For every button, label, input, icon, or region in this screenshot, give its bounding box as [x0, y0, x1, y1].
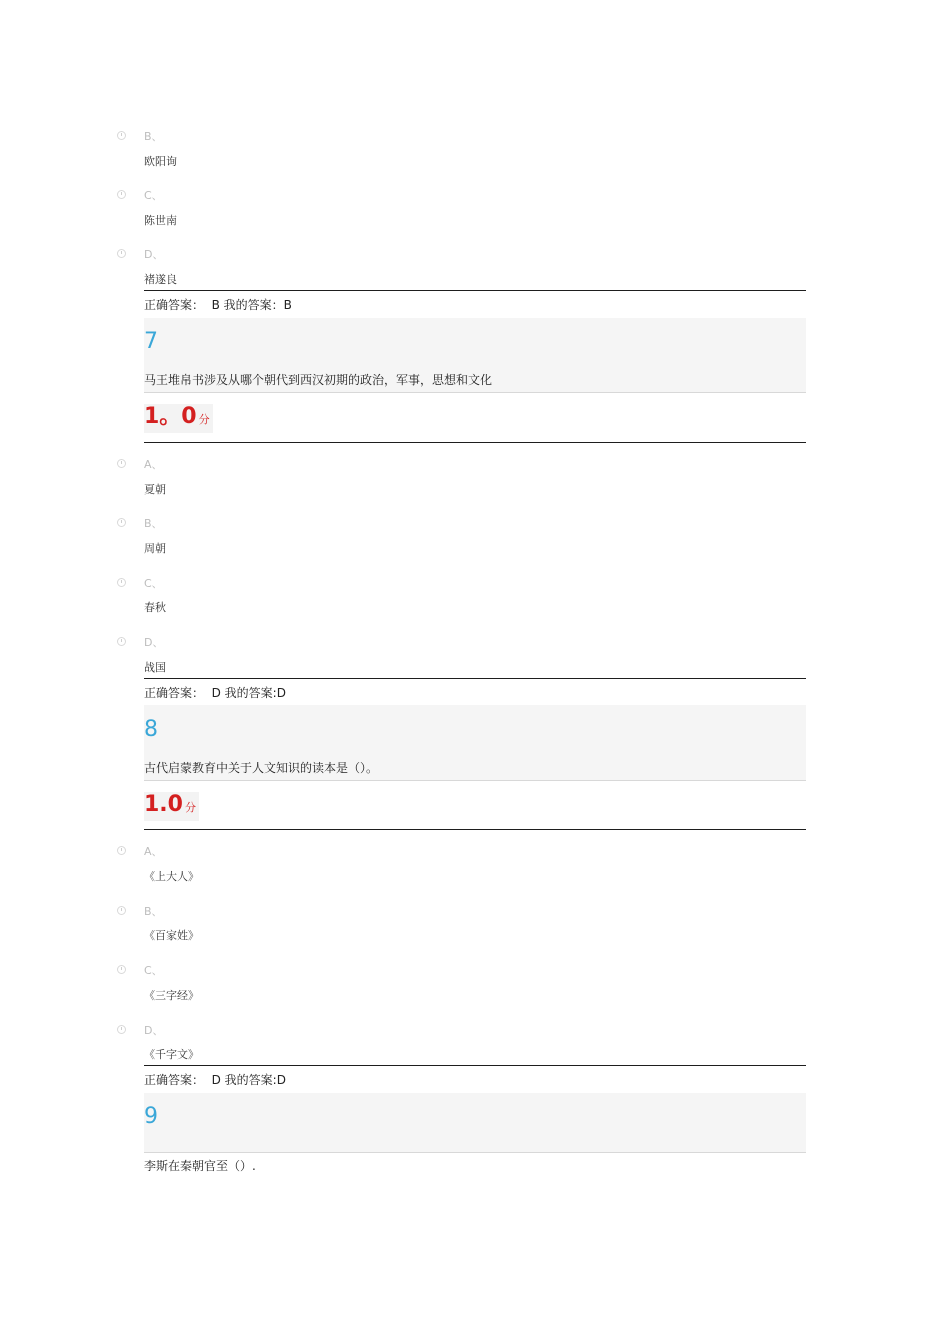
- score-unit: 分: [184, 801, 196, 814]
- divider: [144, 829, 806, 830]
- divider: [144, 392, 806, 393]
- option-a-radio[interactable]: [117, 846, 126, 855]
- option-letter: D、: [144, 1024, 164, 1037]
- divider: [144, 1065, 806, 1066]
- option-text: 《上大人》: [144, 870, 199, 883]
- option-letter: C、: [144, 189, 163, 202]
- score-value: 1.0: [144, 792, 183, 817]
- option-b-radio[interactable]: [117, 906, 126, 915]
- option-c-radio[interactable]: [117, 578, 126, 587]
- option-letter: D、: [144, 636, 164, 649]
- score-unit: 分: [198, 413, 210, 426]
- option-text: 褚遂良: [144, 273, 177, 286]
- option-b-radio[interactable]: [117, 131, 126, 140]
- answer-line: 正确答案： D 我的答案:D: [144, 1073, 286, 1087]
- option-letter: D、: [144, 248, 164, 261]
- option-text: 《千字文》: [144, 1048, 199, 1061]
- question-text: 马王堆帛书涉及从哪个朝代到西汉初期的政治，军事，思想和文化: [144, 373, 493, 387]
- option-letter: B、: [144, 905, 163, 918]
- option-text: 夏朝: [144, 483, 166, 496]
- question-header-9: [144, 1093, 806, 1152]
- divider: [144, 780, 806, 781]
- option-letter: A、: [144, 458, 163, 471]
- question-number: 7: [144, 329, 158, 354]
- divider: [144, 678, 806, 679]
- question-number: 8: [144, 717, 158, 742]
- answer-line: 正确答案： B 我的答案：B: [144, 298, 292, 312]
- divider: [144, 1152, 806, 1153]
- option-text: 欧阳询: [144, 155, 177, 168]
- question-text: 李斯在秦朝官至（）.: [144, 1159, 256, 1173]
- option-letter: B、: [144, 517, 163, 530]
- option-d-radio[interactable]: [117, 637, 126, 646]
- option-d-radio[interactable]: [117, 1025, 126, 1034]
- score-badge: [144, 404, 213, 433]
- divider: [144, 290, 806, 291]
- question-text: 古代启蒙教育中关于人文知识的读本是（）。: [144, 761, 379, 775]
- option-text: 战国: [144, 661, 166, 674]
- option-d-radio[interactable]: [117, 249, 126, 258]
- option-text: 周朝: [144, 542, 166, 555]
- option-letter: A、: [144, 845, 163, 858]
- option-b-radio[interactable]: [117, 518, 126, 527]
- option-text: 《三字经》: [144, 989, 199, 1002]
- option-text: 《百家姓》: [144, 929, 199, 942]
- option-c-radio[interactable]: [117, 190, 126, 199]
- score-badge: [144, 792, 199, 821]
- option-text: 春秋: [144, 601, 166, 614]
- option-letter: C、: [144, 964, 163, 977]
- divider: [144, 442, 806, 443]
- answer-line: 正确答案： D 我的答案:D: [144, 686, 286, 700]
- question-number: 9: [144, 1104, 158, 1129]
- option-text: 陈世南: [144, 214, 177, 227]
- option-a-radio[interactable]: [117, 459, 126, 468]
- score-value: 1。0: [144, 404, 197, 429]
- option-letter: C、: [144, 577, 163, 590]
- option-letter: B、: [144, 130, 163, 143]
- option-c-radio[interactable]: [117, 965, 126, 974]
